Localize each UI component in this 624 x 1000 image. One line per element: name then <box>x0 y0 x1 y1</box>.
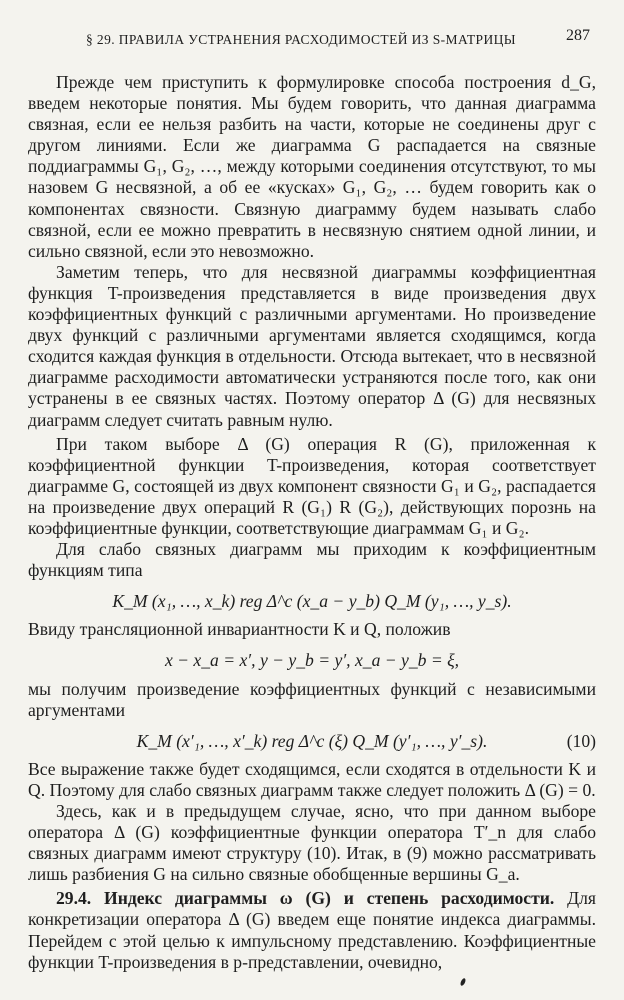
page-header <box>34 27 590 51</box>
paragraph: мы получим произведение коэффициентных функций с независимыми аргументами <box>28 678 596 720</box>
equation-number: (10) <box>566 730 596 751</box>
section-text: Для конкретизации оператора Δ (G) введем еще понятие индекса диаграммы. Перейдем с этой целью к импульсному представлению. Коэффициентные функции T-произведения в p-представлении, очевидно, <box>28 888 596 972</box>
paragraph: Ввиду трансляционной инвариантности K и Q, положив <box>28 619 451 640</box>
section-paragraph <box>28 888 596 972</box>
page-number: 287 <box>566 27 590 44</box>
paragraph: Прежде чем приступить к формулировке способа построения d_G, введем некоторые понятия. Мы будем говорить, что данная диаграмма связная, если ее нельзя разбить на части, которые не соединены друг с другом линиями. Если же диаграмма G распадается на связные поддиаграммы G₁, G₂, …, между которыми соединения отсутствуют, то мы назовем G несвязной, а об ее «кусках» G₁, G₂, … будем говорить как о компонентах связности. Связную диаграмму будем называть слабо связной, если ее можно превратить в несвязную снятием одной линии, и сильно связной, если это невозможно. <box>28 72 596 261</box>
paragraph: Все выражение также будет сходящимся, если сходятся в отдельности K и Q. Поэтому для слабо связных диаграмм также следует положить Δ (G) = 0. <box>28 758 596 800</box>
ink-mark <box>459 978 466 987</box>
paragraph: Для слабо связных диаграмм мы приходим к коэффициентным функциям типа <box>28 539 596 581</box>
formula-numbered <box>28 731 596 752</box>
section-heading: 29.4. Индекс диаграммы ω (G) и степень расходимости. <box>56 888 555 909</box>
paragraph: Здесь, как и в предыдущем случае, ясно, что при данном выборе оператора Δ (G) коэффициентные функции оператора T′_n для слабо связных диаграмм имеют структуру (10). Итак, в (9) можно рассматривать лишь разбиения G на сильно связные обобщенные вершины G_a. <box>28 801 596 885</box>
paragraph: Заметим теперь, что для несвязной диаграммы коэффициентная функция T-произведения представляется в виде произведения двух коэффициентных функций с различными аргументами. Но произведение двух функций с различными аргументами является сходящимся, когда сходится каждая функция в отдельности. Отсюда вытекает, что в несвязной диаграмме расходимости автоматически устраняются после того, как они устранены в ее связных частях. Поэтому оператор Δ (G) для несвязных диаграмм следует считать равным нулю. <box>28 261 596 430</box>
formula: K_M (x′₁, …, x′_k) reg Δ^c (ξ) Q_M (y′₁, …, y′_s). <box>136 730 488 751</box>
page-body <box>28 72 596 973</box>
formula: K_M (x₁, …, x_k) reg Δ^c (x_a − y_b) Q_M (y₁, …, y_s). <box>112 591 512 612</box>
running-head: § 29. ПРАВИЛА УСТРАНЕНИЯ РАСХОДИМОСТЕЙ ИЗ S-МАТРИЦЫ <box>86 32 516 47</box>
paragraph: При таком выборе Δ (G) операция R (G), приложенная к коэффициентной функции T-произведения, которая соответствует диаграмме G, состоящей из двух компонент связности G₁ и G₂, распадается на произведение двух операций R (G₁) R (G₂), действующих порознь на коэффициентные функции, соответствующие диаграммам G₁ и G₂. <box>28 433 596 538</box>
formula: x − x_a = x′, y − y_b = y′, x_a − y_b = ξ, <box>164 650 460 671</box>
